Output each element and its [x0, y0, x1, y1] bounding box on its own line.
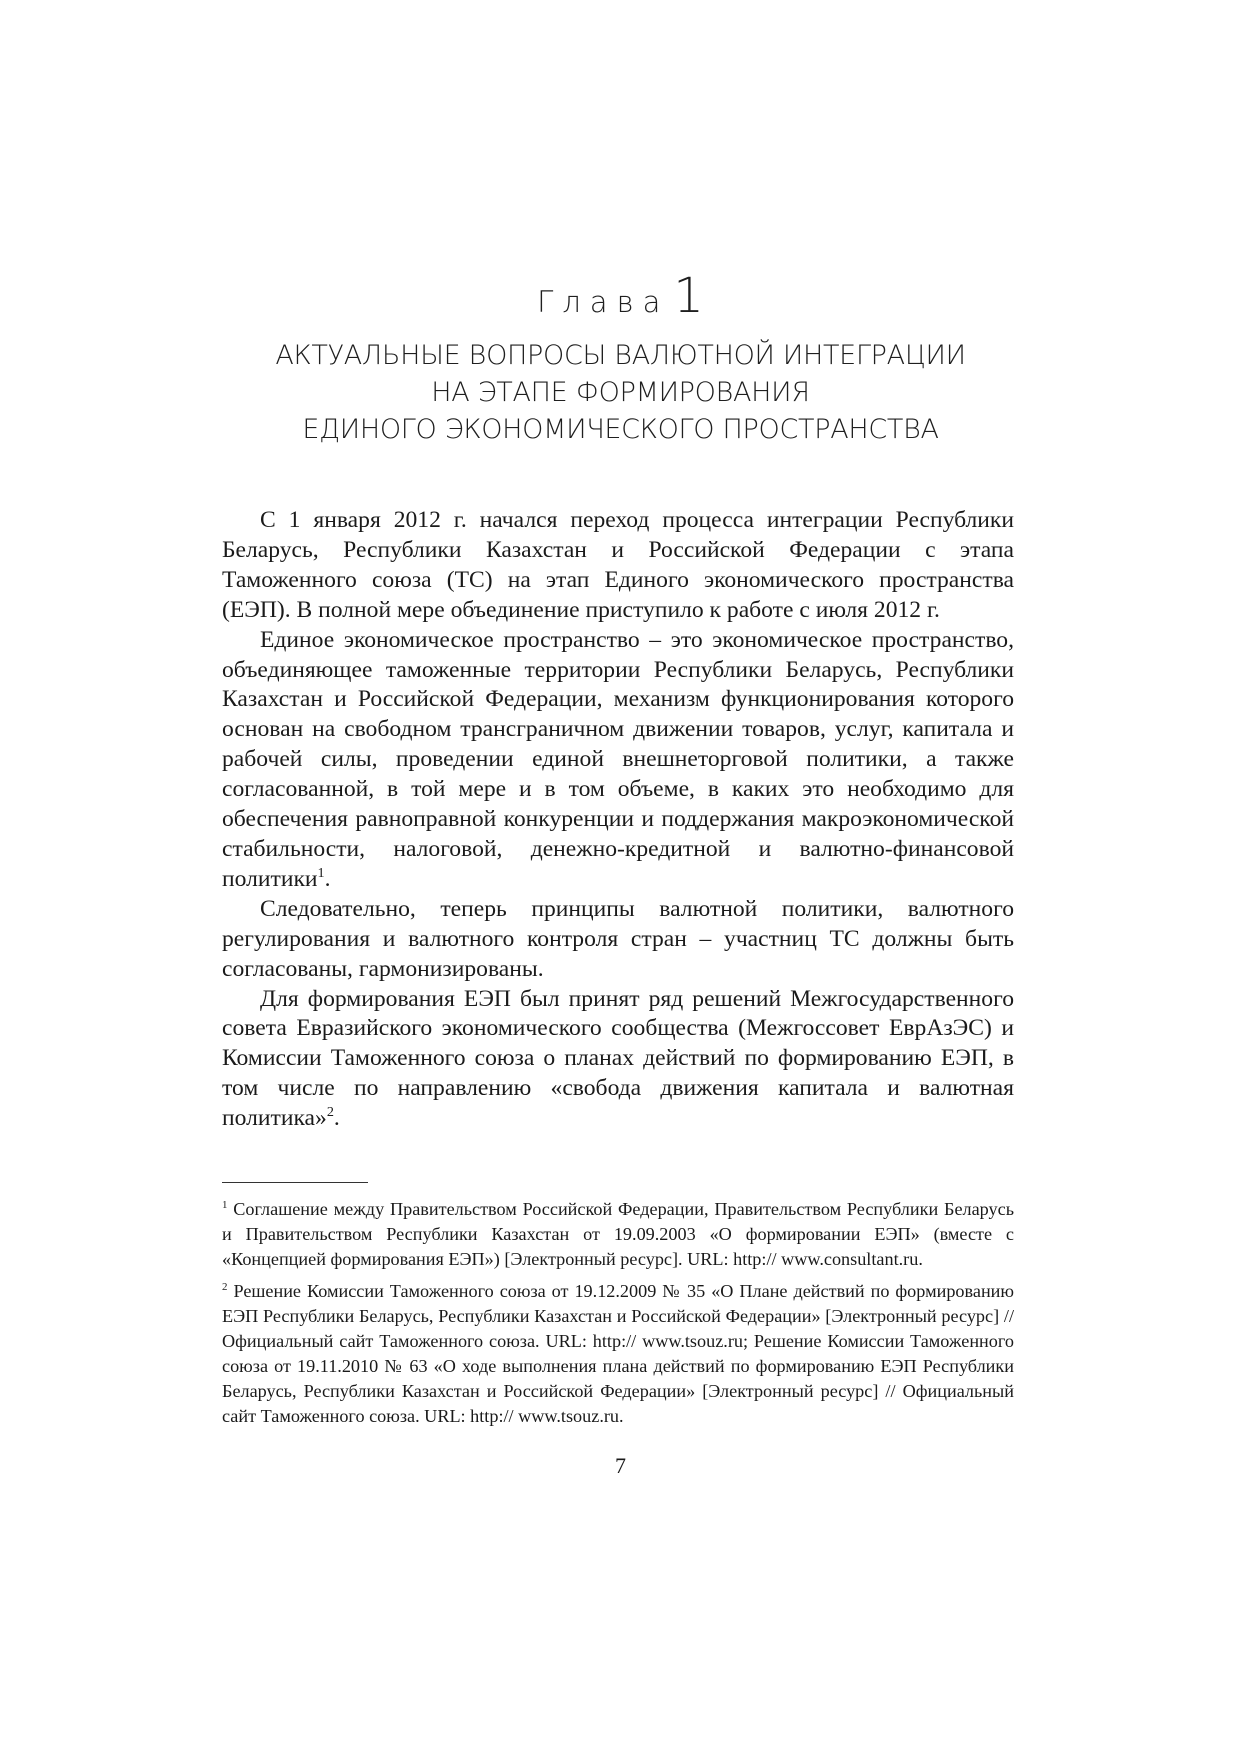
chapter-word: Глава — [537, 285, 670, 319]
footnote-mark: 2 — [222, 1280, 228, 1293]
body-text — [222, 506, 1014, 1134]
footnote-mark: 1 — [222, 1198, 228, 1211]
paragraph: С 1 января 2012 г. начался переход процесса интеграции Республики Беларусь, Республики Казахстан и Российской Федерации с этапа Таможенного союза (ТС) на этап Единого экономического пространства (ЕЭП). В полной мере объединение приступило к работе с июля 2012 г. — [222, 507, 1014, 623]
paragraph: Для формирования ЕЭП был принят ряд решений Межгосударственного совета Евразийского экономического сообщества (Межгоссовет ЕврАзЭС) и Комиссии Таможенного союза о планах действий по формированию ЕЭП, в том числе по направлению «свобода движения капитала и валютная политика»$^2$. — [222, 985, 1014, 1132]
paragraph: Единое экономическое пространство – это экономическое пространство, объединяющее таможенные территории Республики Беларусь, Республики Казахстан и Российской Федерации, механизм функционирования которого основан на свободном трансграничном движении товаров, услуг, капитала и рабочей силы, проведении единой внешнеторговой политики, а также согласованной, в той мере и в том объеме, в каких это необходимо для обеспечения равноправной конкуренции и поддержания макроэкономической стабильности, налоговой, денежно-кредитной и валютно-финансовой политики$^1$. — [222, 626, 1014, 892]
chapter-number: 1 — [673, 268, 704, 324]
footnote: $^2$ Решение Комиссии Таможенного союза от 19.12.2009 № 35 «О Плане действий по формированию ЕЭП Республики Беларусь, Республики Казахстан и Российской Федерации» [Электронный ресурс] // Официальный сайт Таможенного союза. URL: http:// www.tsouz.ru; Решение Комиссии Таможенного союза от 19.11.2010 № 63 «О ходе выполнения плана действий по формированию ЕЭП Республики Беларусь, Республики Казахстан и Российской Федерации» [Электронный ресурс] // Официальный сайт Таможенного союза. URL: http:// www.tsouz.ru. — [222, 1280, 1015, 1426]
footnote: $^1$ Соглашение между Правительством Российской Федерации, Правительством Республики Беларусь и Правительством Республики Казахстан от 19.09.2003 «О формировании ЕЭП» (вместе с «Концепцией формирования ЕЭП») [Электронный ресурс]. URL: http:// www.consultant.ru. — [222, 1198, 1014, 1269]
chapter-title — [0, 337, 1241, 448]
chapter-heading — [0, 268, 1241, 324]
page-number: 7 — [615, 1453, 626, 1478]
chapter-title-line: ЕДИНОГО ЭКОНОМИЧЕСКОГО ПРОСТРАНСТВА — [302, 414, 939, 445]
footnote-ref[interactable]: 2 — [326, 1104, 334, 1121]
paragraph: Следовательно, теперь принципы валютной политики, валютного регулирования и валютного контроля стран – участниц ТС должны быть согласованы, гармонизированы. — [222, 895, 1014, 982]
footnote-divider — [222, 1182, 368, 1183]
chapter-title-line: НА ЭТАПЕ ФОРМИРОВАНИЯ — [431, 377, 810, 408]
chapter-title-line: АКТУАЛЬНЫЕ ВОПРОСЫ ВАЛЮТНОЙ ИНТЕГРАЦИИ — [275, 340, 966, 371]
footnote-ref[interactable]: 1 — [317, 865, 325, 882]
footnotes — [222, 1197, 1014, 1436]
